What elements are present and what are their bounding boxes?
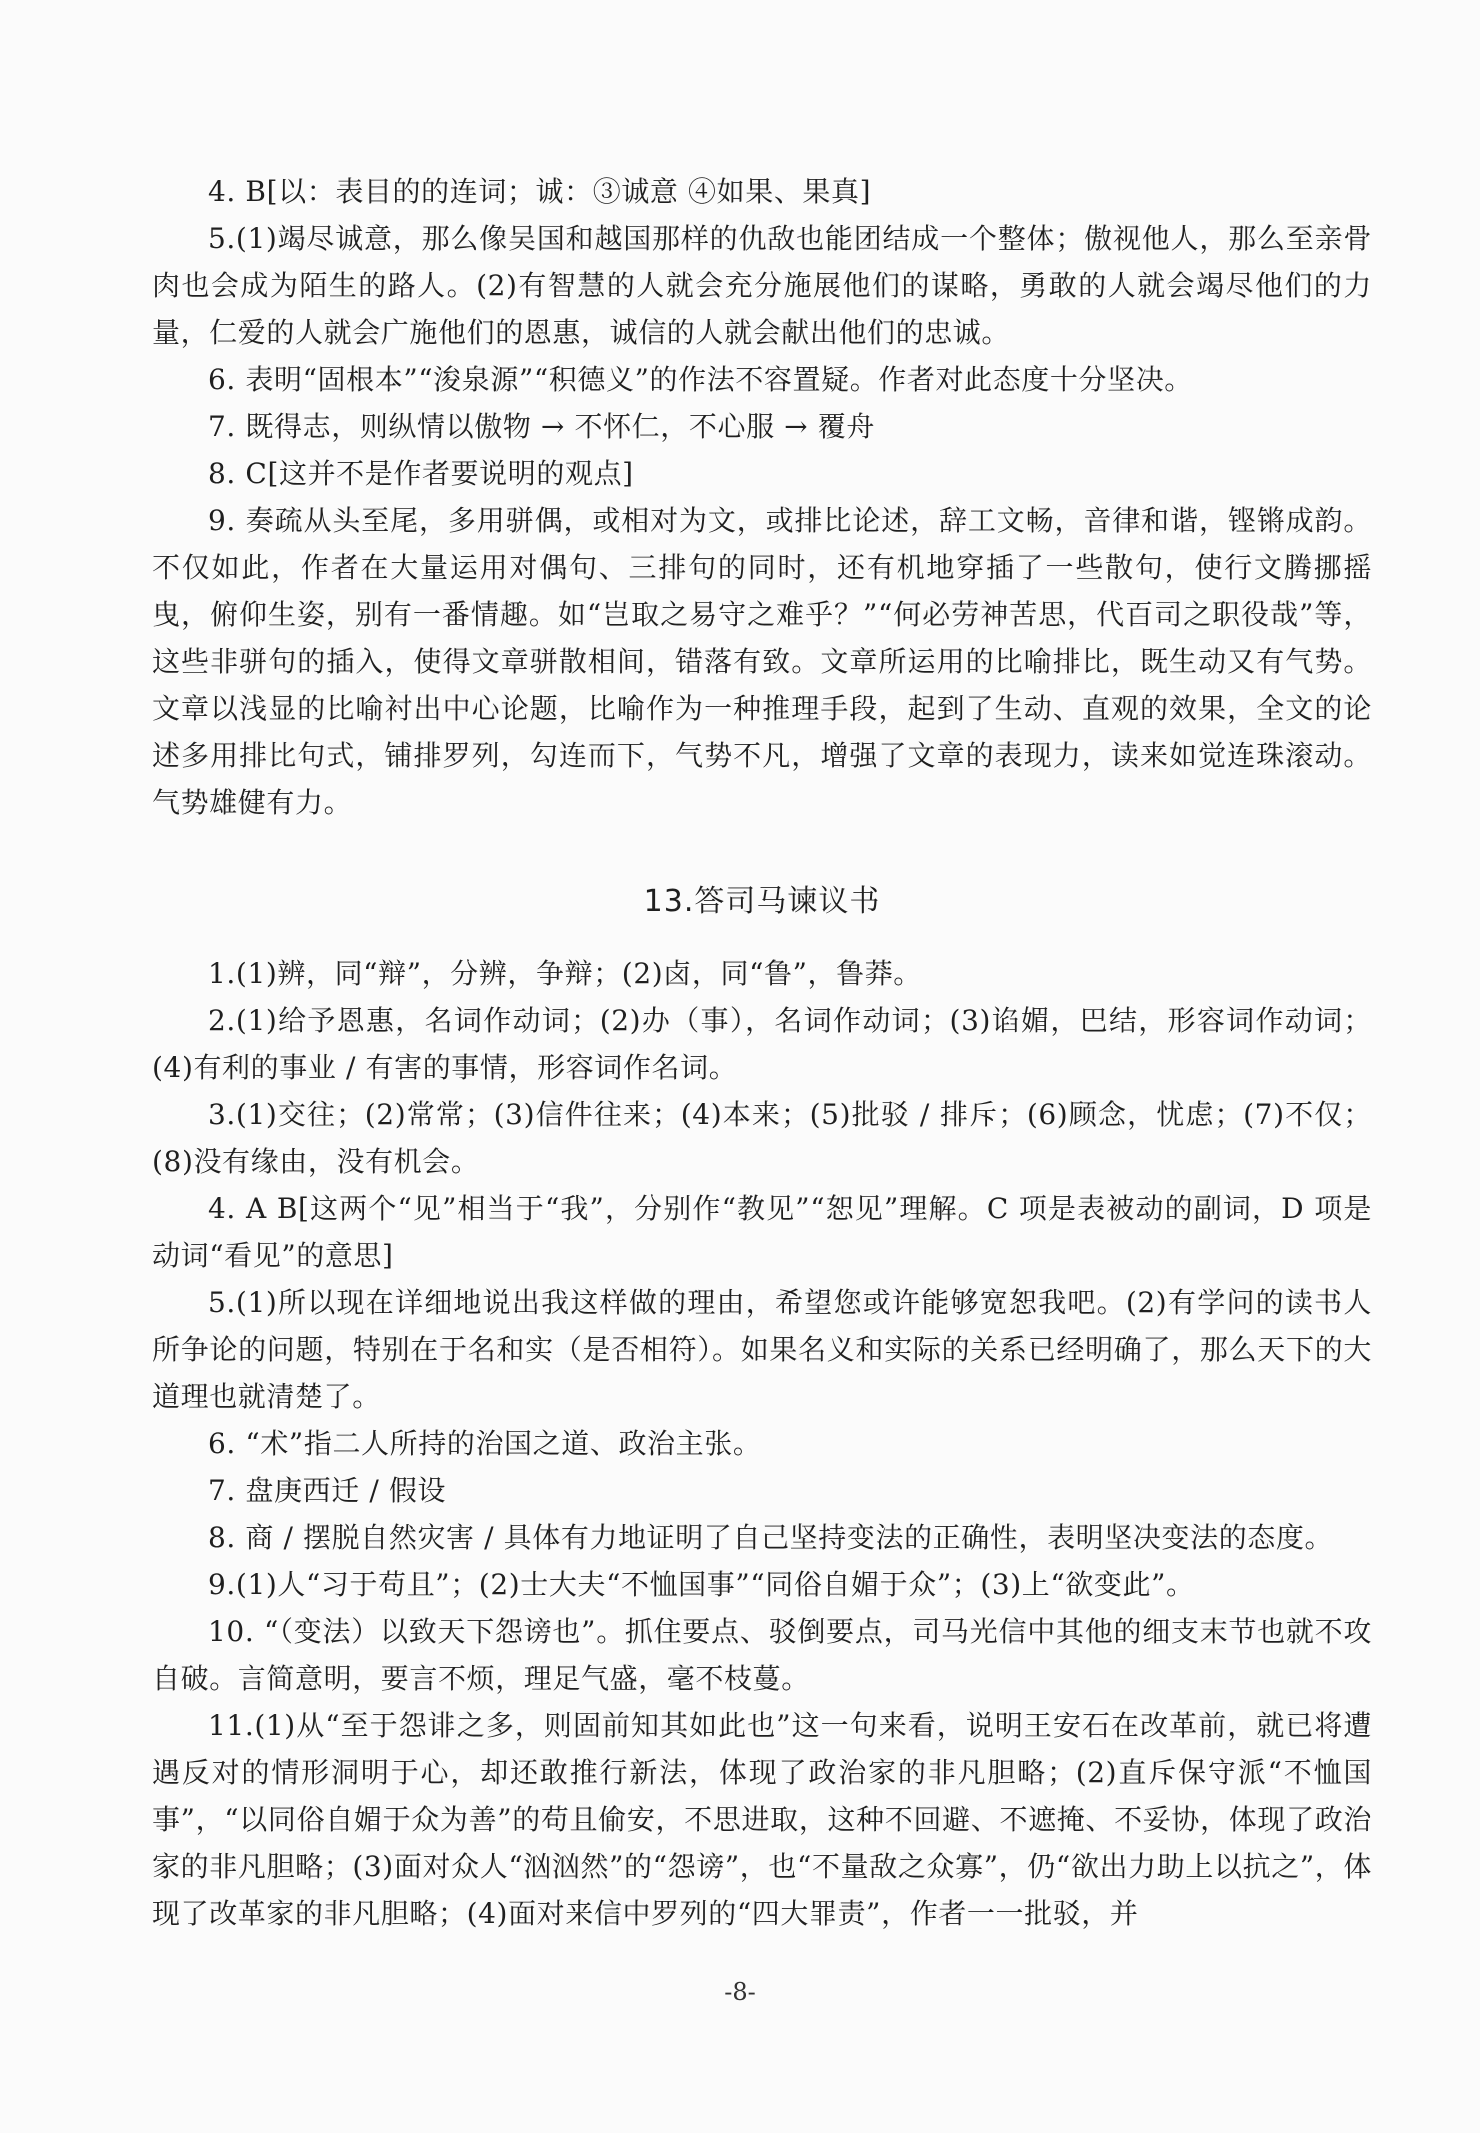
page-content — [152, 168, 1372, 1937]
answer-item-7: 7. 既得志，则纵情以傲物 → 不怀仁，不心服 → 覆舟 — [208, 410, 875, 443]
answer-item-6: 6. “术”指二人所持的治国之道、政治主张。 — [208, 1427, 762, 1460]
answer-item-7: 7. 盘庚西迁 / 假设 — [208, 1474, 447, 1507]
answer-section-13 — [152, 950, 1372, 1937]
answer-item-2: 2.(1)给予恩惠，名词作动词；(2)办（事），名词作动词；(3)谄媚，巴结，形容词作动词；(4)有利的事业 / 有害的事情，形容词作名词。 — [152, 1004, 1372, 1084]
page-number: -8- — [724, 1978, 756, 2006]
answer-item-5: 5.(1)竭尽诚意，那么像吴国和越国那样的仇敌也能团结成一个整体；傲视他人，那么至亲骨肉也会成为陌生的路人。(2)有智慧的人就会充分施展他们的谋略，勇敢的人就会竭尽他们的力量，仁爱的人就会广施他们的恩惠，诚信的人就会献出他们的忠诚。 — [152, 222, 1372, 349]
answer-section-12 — [152, 168, 1372, 826]
answer-item-5: 5.(1)所以现在详细地说出我这样做的理由，希望您或许能够宽恕我吧。(2)有学问的读书人所争论的问题，特别在于名和实（是否相符）。如果名义和实际的关系已经明确了，那么天下的大道理也就清楚了。 — [152, 1286, 1372, 1413]
answer-item-1: 1.(1)辨，同“辩”，分辨，争辩；(2)卤，同“鲁”，鲁莽。 — [208, 957, 922, 990]
answer-item-4: 4. B[以：表目的的连词；诚：③诚意 ④如果、果真] — [208, 175, 872, 208]
answer-item-10: 10. “（变法）以致天下怨谤也”。抓住要点、驳倒要点，司马光信中其他的细支末节也就不攻自破。言简意明，要言不烦，理足气盛，毫不枝蔓。 — [152, 1615, 1372, 1695]
answer-item-6: 6. 表明“固根本”“浚泉源”“积德义”的作法不容置疑。作者对此态度十分坚决。 — [208, 363, 1193, 396]
answer-item-9: 9. 奏疏从头至尾，多用骈偶，或相对为文，或排比论述，辞工文畅，音律和谐，铿锵成韵。不仅如此，作者在大量运用对偶句、三排句的同时，还有机地穿插了一些散句，使行文腾挪摇曳，俯仰生姿，别有一番情趣。如“岂取之易守之难乎？”“何必劳神苦思，代百司之职役哉”等，这些非骈句的插入，使得文章骈散相间，错落有致。文章所运用的比喻排比，既生动又有气势。文章以浅显的比喻衬出中心论题，比喻作为一种推理手段，起到了生动、直观的效果，全文的论述多用排比句式，铺排罗列，勾连而下，气势不凡，增强了文章的表现力，读来如觉连珠滚动。气势雄健有力。 — [152, 504, 1372, 819]
answer-item-8: 8. C[这并不是作者要说明的观点] — [208, 457, 634, 490]
section-title: 13.答司马谏议书 — [643, 884, 881, 919]
answer-item-8: 8. 商 / 摆脱自然灾害 / 具体有力地证明了自己坚持变法的正确性，表明坚决变法的态度。 — [208, 1521, 1334, 1554]
answer-item-11: 11.(1)从“至于怨诽之多，则固前知其如此也”这一句来看，说明王安石在改革前，就已将遭遇反对的情形洞明于心，却还敢推行新法，体现了政治家的非凡胆略；(2)直斥保守派“不恤国事”，“以同俗自媚于众为善”的苟且偷安，不思进取，这种不回避、不遮掩、不妥协，体现了政治家的非凡胆略；(3)面对众人“汹汹然”的“怨谤”，也“不量敌之众寡”，仍“欲出力助上以抗之”，体现了改革家的非凡胆略；(4)面对来信中罗列的“四大罪责”，作者一一批驳，并 — [152, 1709, 1372, 1930]
answer-item-9: 9.(1)人“习于苟且”；(2)士大夫“不恤国事”“同俗自媚于众”；(3)上“欲变此”。 — [208, 1568, 1195, 1601]
answer-item-4: 4. A B[这两个“见”相当于“我”，分别作“教见”“恕见”理解。C 项是表被动的副词，D 项是动词“看见”的意思] — [152, 1192, 1372, 1272]
answer-item-3: 3.(1)交往；(2)常常；(3)信件往来；(4)本来；(5)批驳 / 排斥；(6)顾念，忧虑；(7)不仅；(8)没有缘由，没有机会。 — [152, 1098, 1372, 1178]
